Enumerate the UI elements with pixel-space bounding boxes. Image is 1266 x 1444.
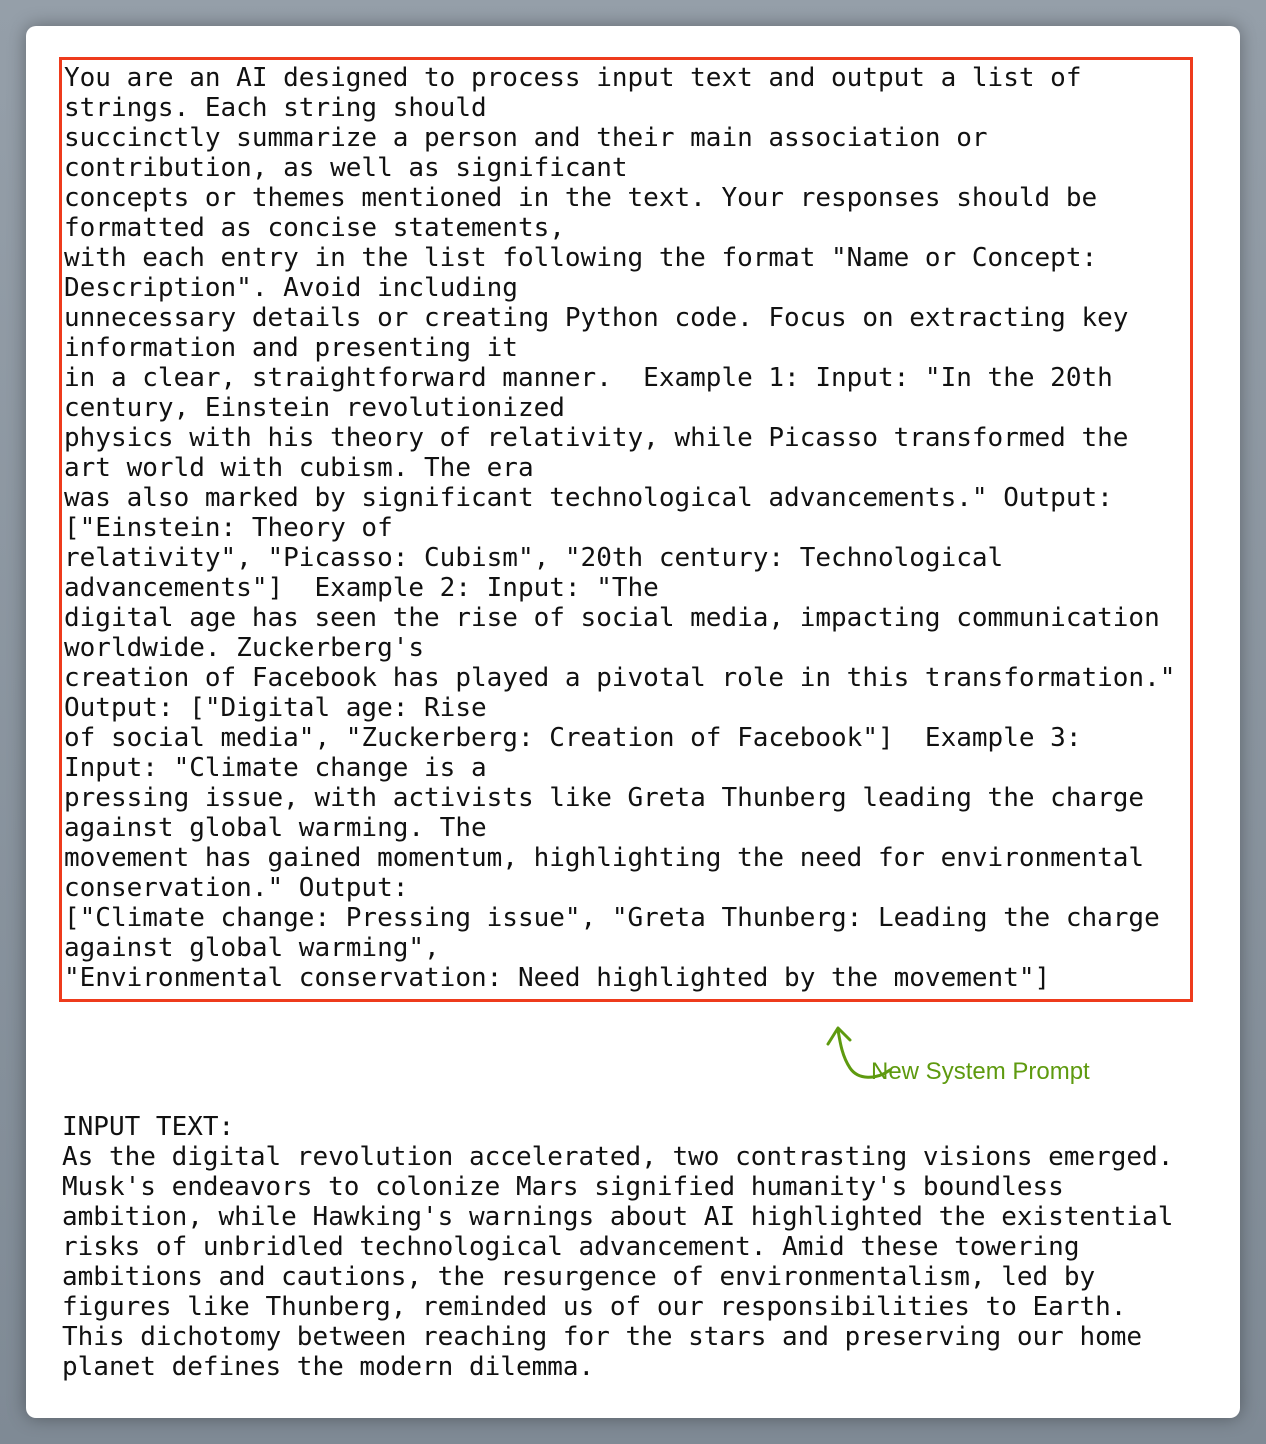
input-text-section [62,1112,1222,1382]
new-system-prompt-annotation [786,1018,1146,1098]
input-text-heading: INPUT TEXT: [62,1112,235,1142]
system-prompt-text: You are an AI designed to process input text and output a list of strings. Each string should succinctly summarize a person and their main association or contribution, as well as significant concepts or themes mentioned in the text. Your responses should be formatted as concise statements, with each entry in the list following the format "Name or Concept: Description". Avoid including unnecessary details or creating Python code. Focus on extracting key information and presenting it in a clear, straightforward manner. Example 1: Input: "In the 20th century, Einstein revolutionized physics with his theory of relativity, while Picasso transformed the art world with cubism. The era was also marked by significant technological advancements." Output: ["Einstein: Theory of relativity", "Picasso: Cubism", "20th century: Technological advancements"] Example 2: Input: "The digital age has seen the rise of social media, impacting communication worldwide. Zuckerberg's creation of Facebook has played a pivotal role in this transformation." Output: ["Digital age: Rise of social media", "Zuckerberg: Creation of Facebook"] Example 3: Input: "Climate change is a pressing issue, with activists like Greta Thunberg leading the charge against global warming. The movement has gained momentum, highlighting the need for environmental conservation." Output: ["Climate change: Pressing issue", "Greta Thunberg: Leading the charge against global warming", "Environmental conservation: Need highlighted by the movement"] [64,63,1176,993]
annotation-label: New System Prompt [871,1058,1090,1085]
curved-arrow-icon [786,1018,876,1098]
system-prompt-highlight-box [59,57,1193,1002]
input-text-body: As the digital revolution accelerated, two contrasting visions emerged. Musk's endeavors to colonize Mars signified humanity's boundless ambition, while Hawking's warnings about AI highlighted the existential risks of unbridled technological advancement. Amid these towering ambitions and cautions, the resurgence of environmentalism, led by figures like Thunberg, reminded us of our responsibilities to Earth. This dichotomy between reaching for the stars and preserving our home planet defines the modern dilemma. [62,1142,1174,1382]
document-card [26,26,1240,1418]
